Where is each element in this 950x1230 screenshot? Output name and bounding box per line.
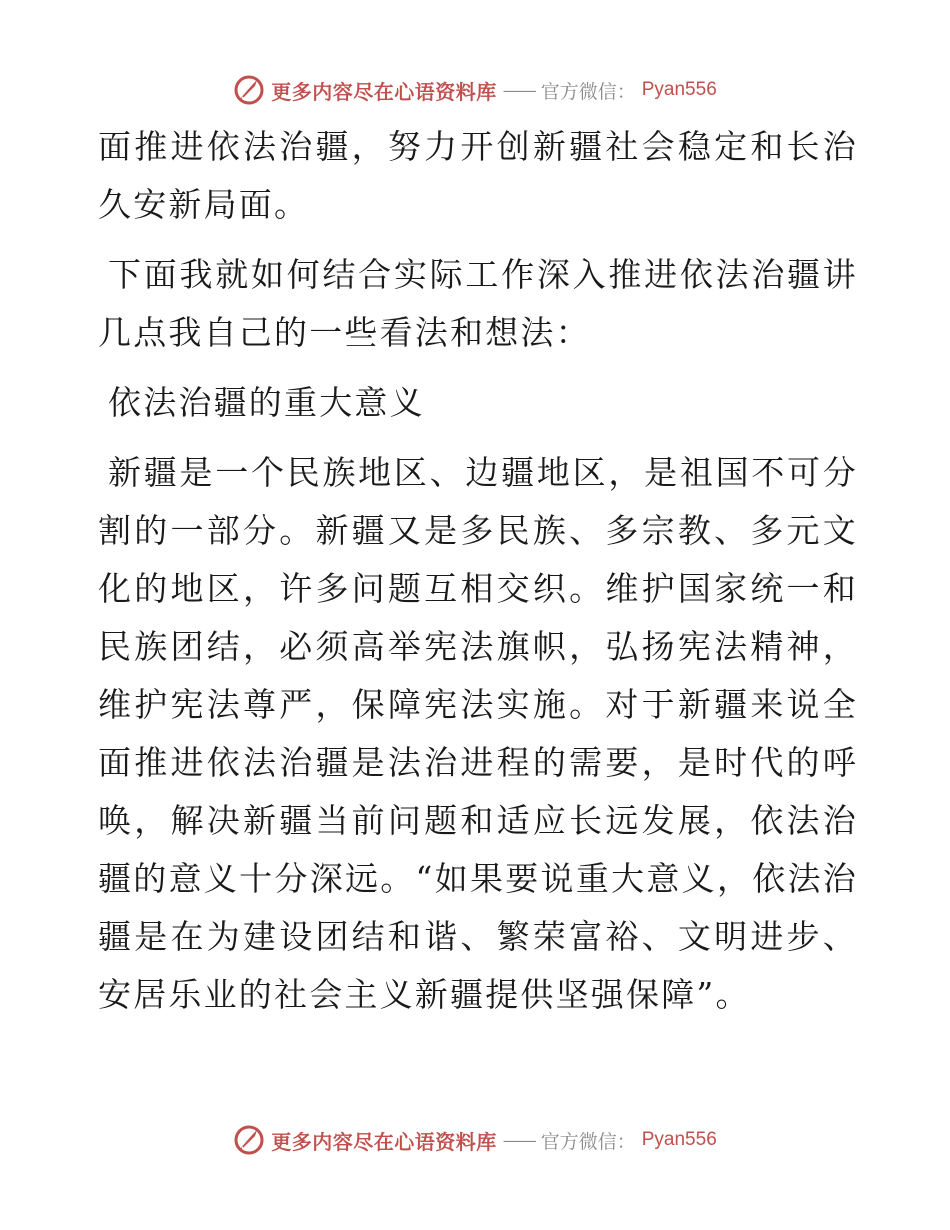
header-watermark [0,70,950,110]
document-body [98,118,858,1036]
quill-logo-icon [233,1124,265,1156]
paragraph-significance: 新疆是一个民族地区、边疆地区，是祖国不可分割的一部分。新疆又是多民族、多宗教、多元文化的地区，许多问题互相交织。维护国家统一和民族团结，必须高举宪法旗帜，弘扬宪法精神，维护宪法尊严，保障宪法实施。对于新疆来说全面推进依法治疆是法治进程的需要，是时代的呼唤，解决新疆当前问题和适应长远发展，依法治疆的意义十分深远。“如果要说重大意义，依法治疆是在为建设团结和谐、繁荣富裕、文明进步、安居乐业的社会主义新疆提供坚强保障”。 [98,453,858,1014]
watermark-separator: —— [502,1129,535,1151]
quill-logo-icon [233,74,265,106]
watermark-main-text: 更多内容尽在心语资料库 [271,1129,497,1154]
watermark-wechat-label: 官方微信： [540,1130,636,1153]
section-heading: 依法治疆的重大意义 [108,383,425,422]
watermark-main-text: 更多内容尽在心语资料库 [271,79,497,104]
paragraph-continuation: 面推进依法治疆，努力开创新疆社会稳定和长治久安新局面。 [98,127,858,224]
watermark-separator: —— [502,79,535,101]
watermark-wechat-label: 官方微信： [540,80,636,103]
paragraph-intro: 下面我就如何结合实际工作深入推进依法治疆讲几点我自己的一些看法和想法： [98,255,858,352]
footer-watermark [0,1120,950,1160]
watermark-wechat-id: Pyan556 [641,1129,717,1150]
watermark-wechat-id: Pyan556 [641,79,717,100]
